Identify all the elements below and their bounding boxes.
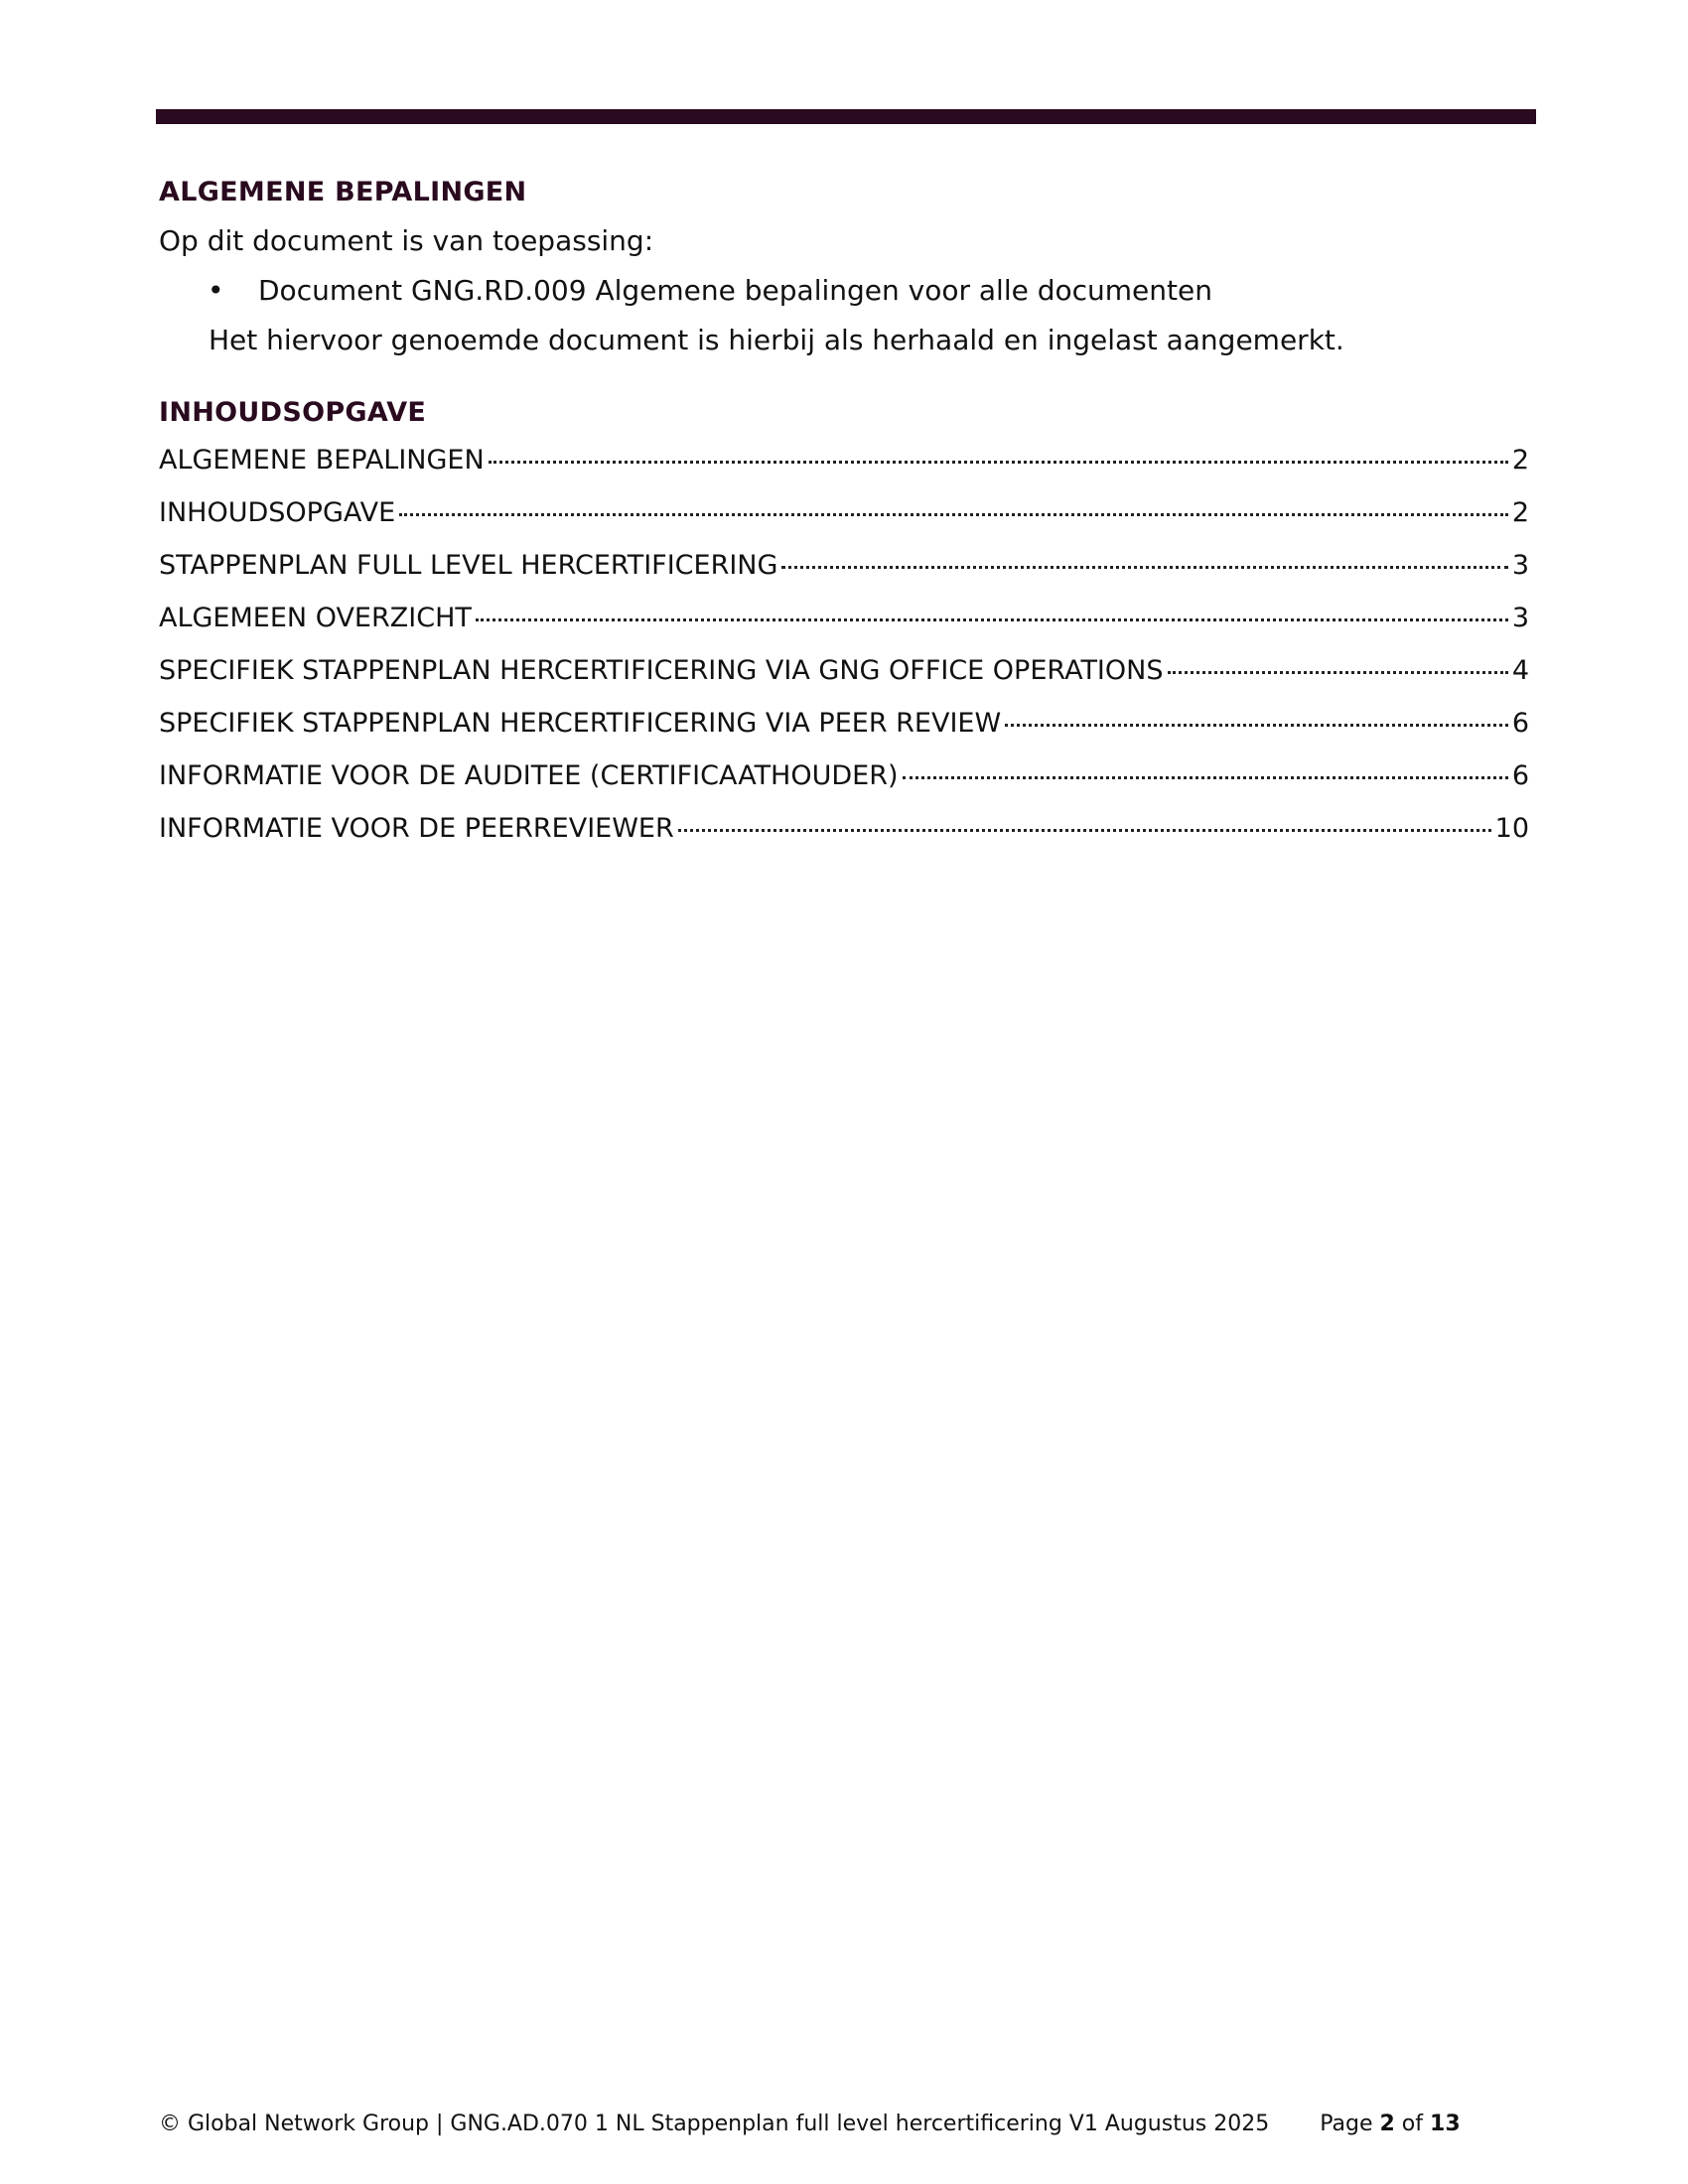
toc-dot-leader <box>903 776 1508 779</box>
total-pages: 13 <box>1430 2112 1461 2136</box>
toc-entry[interactable] <box>159 550 1529 603</box>
toc-entry[interactable] <box>159 445 1529 497</box>
toc-entry[interactable] <box>159 760 1529 813</box>
toc-entry-title[interactable]: ALGEMENE BEPALINGEN <box>159 445 485 476</box>
heading-algemene-bepalingen: ALGEMENE BEPALINGEN <box>159 177 527 207</box>
toc-entry[interactable] <box>159 813 1529 866</box>
intro-text: Op dit document is van toepassing: <box>159 224 654 257</box>
toc-entry[interactable] <box>159 497 1529 550</box>
toc-entry[interactable] <box>159 708 1529 760</box>
list-item <box>159 274 1212 307</box>
page-label: Page <box>1320 2112 1373 2136</box>
footer-text: © Global Network Group | GNG.AD.070 1 NL Stappenplan full level hercertificering V1 Augustus 2025 <box>159 2112 1270 2136</box>
toc-entry-page[interactable]: 2 <box>1511 445 1529 476</box>
toc-entry-title[interactable]: SPECIFIEK STAPPENPLAN HERCERTIFICERING VIA GNG OFFICE OPERATIONS <box>159 655 1164 686</box>
toc-entry-page[interactable]: 3 <box>1511 603 1529 633</box>
toc-entry-page[interactable]: 6 <box>1511 760 1529 791</box>
toc-dot-leader <box>678 829 1491 832</box>
toc-entry-title[interactable]: ALGEMEEN OVERZICHT <box>159 603 472 633</box>
toc-entry[interactable] <box>159 655 1529 708</box>
of-label: of <box>1401 2112 1424 2136</box>
toc-entry-page[interactable]: 6 <box>1511 708 1529 739</box>
toc-entry[interactable] <box>159 603 1529 655</box>
toc-entry-page[interactable]: 2 <box>1511 497 1529 528</box>
toc-entry-title[interactable]: INFORMATIE VOOR DE AUDITEE (CERTIFICAATHOUDER) <box>159 760 899 791</box>
page-footer <box>159 2112 1461 2136</box>
current-page: 2 <box>1379 2112 1395 2136</box>
toc-dot-leader <box>399 513 1508 516</box>
toc-dot-leader <box>1005 724 1508 727</box>
incorporation-note: Het hiervoor genoemde document is hierbij als herhaald en ingelast aangemerkt. <box>209 324 1344 356</box>
toc-entry-title[interactable]: SPECIFIEK STAPPENPLAN HERCERTIFICERING VIA PEER REVIEW <box>159 708 1002 739</box>
page-number <box>1320 2112 1460 2136</box>
header-rule <box>156 109 1536 124</box>
toc-entry-page[interactable]: 10 <box>1494 813 1529 844</box>
list-item-text: Document GNG.RD.009 Algemene bepalingen voor alle documenten <box>258 274 1212 307</box>
table-of-contents <box>159 445 1529 866</box>
bullet-icon: • <box>208 274 224 307</box>
toc-entry-page[interactable]: 3 <box>1511 550 1529 581</box>
toc-entry-title[interactable]: INHOUDSOPGAVE <box>159 497 396 528</box>
toc-entry-title[interactable]: STAPPENPLAN FULL LEVEL HERCERTIFICERING <box>159 550 778 581</box>
toc-entry-page[interactable]: 4 <box>1511 655 1529 686</box>
toc-dot-leader <box>1168 671 1508 674</box>
toc-dot-leader <box>781 566 1507 569</box>
toc-dot-leader <box>476 618 1508 621</box>
heading-inhoudsopgave: INHOUDSOPGAVE <box>159 397 427 428</box>
toc-dot-leader <box>489 461 1508 464</box>
toc-entry-title[interactable]: INFORMATIE VOOR DE PEERREVIEWER <box>159 813 674 844</box>
applicable-documents-list <box>159 274 1212 307</box>
